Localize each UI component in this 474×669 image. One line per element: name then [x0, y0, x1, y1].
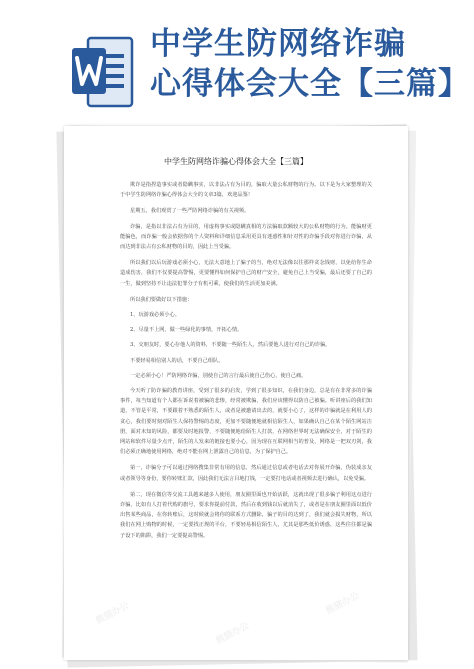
watermark: 熊猫办公: [94, 600, 131, 627]
paragraph: 所以我们以后玩游戏必须小心，无法大意地上了骗子的当，绝对无法像以往那样贪念钱财，以免给你生命造成伤害，我们不仅要提高警惕，更要懂得如何保护自己的财产安全，避免自己上当受骗，最后还要了自己的一生，做到坚持不让违法犯罪分子有机可乘，使我们的生活更加美满。: [120, 260, 372, 287]
banner-title-line2: 心得体会大全【三篇】: [150, 66, 470, 102]
paragraph: 第一，诈骗分子可以通过网络搜集非常有用的信息，然后通过信息或者电话去对你展开诈骗，伪装成亲友或者领导等身份，要你转账汇款，因此我们无法言目地打钱，一定要打电话或者视频去进行确认，以免受骗。: [120, 465, 372, 482]
paragraph: 今天听了防诈骗的教育讲座，受到了很多的启发，学到了很多知识，在我们身边，总是有在非常多的诈骗事件，每当知道有个人都在诉说着被骗的悲惨，经常被欺骗，我们应该懂得以防自己被骗。听讲座后的我们知道，不管是平常，不要跟着不熟悉的陌生人，或者是被邀请出去的，就要小心了，这样的诈骗就是在利用人的贪心，我们要时刻对陌生人保持警惕的态度，更加不要随便地就相信陌生人，如果确认自己在某个陌生网站注册，面对未知的风险，都要及时地报警，不要随便地给陌生人打款，在网络世界时无法确保安全，对于陌生的网站和软件尽量少点开，陌生的人发来的链接也要小心，因为现在互联网相当的普及，网络是一把双刃剑，我们必须正确地使用网络，绝对不能在网上泄露自己的信息，为了保护自己。: [120, 388, 372, 456]
paragraph: 不要轻易相信别人的话，不要自己组队。: [130, 357, 224, 364]
paragraph: 星期五，我们观赏了一些严防网络诈骗的有关视频。: [130, 208, 250, 215]
watermark: 熊猫办公: [214, 620, 251, 647]
list-item: 2、尽量不上网，做一些绿化的事情，开拓心情。: [130, 327, 243, 334]
paragraph: 一定必须小心！严防网络诈骗，别使自己的言行最后使自己伤心，使自己痛。: [130, 372, 307, 379]
banner-title-line1: 中学生防网络诈骗: [150, 26, 406, 62]
paragraph: 欺诈是指捏造事实或者隐瞒事实，以非法占有为目的，骗取大量公私财物的行为。以下是为大家整理的关于中学生防网络诈骗心得体会大全的文章3篇，欢迎品鉴！: [120, 182, 372, 199]
paragraph: 所以我们要做好以下措施：: [130, 296, 193, 303]
banner: [0, 0, 474, 125]
banner-title: [150, 24, 470, 104]
document-page: [64, 126, 408, 660]
list-item: 1、玩游戏必须小心。: [130, 312, 180, 319]
list-item: 3、交朋友时，要心存他人的资料，不要随一些陌生人，然后要他人进行对自己的诈骗。: [130, 342, 331, 349]
document-title: 中学生防网络诈骗心得体会大全【三篇】: [164, 157, 308, 166]
paragraph: 诈骗，是指以非法占有为目的，用虚构事实或隐瞒真相的方法骗取款额较大的公私财物的行为。能骗财更能骗色，而诈骗一般会依据你的个人资料和详细信息采用更具有迷惑性和针对性的诈骗手段对你进行诈骗，从而达到非法占有公私财物的目的，因此上当受骗。: [120, 223, 372, 251]
document-body: [120, 180, 372, 547]
paragraph: 第二，现在微信等交流工具越来越多人使用，朋友圈里面也开始活跃，这就出现了很多骗子利用这点进行诈骗，比如有人打着代购的旗号，要求你提前付款，然后在收到钱以后就消失了，或者是在朋友圈里面以低价出售某些商品，在你转账后，这时候就会将你的联系方式删除，骗子的目的达到了，我们就会损失财物，所以我们在网上购物的时候，一定要找正规的平台，不要轻易相信陌生人，尤其是那些低价诱惑，这些往往都是骗子设下的陷阱，我们一定要提高警惕。: [120, 491, 372, 539]
word-document-icon: [70, 36, 134, 108]
watermark: 熊猫办公: [324, 590, 361, 617]
